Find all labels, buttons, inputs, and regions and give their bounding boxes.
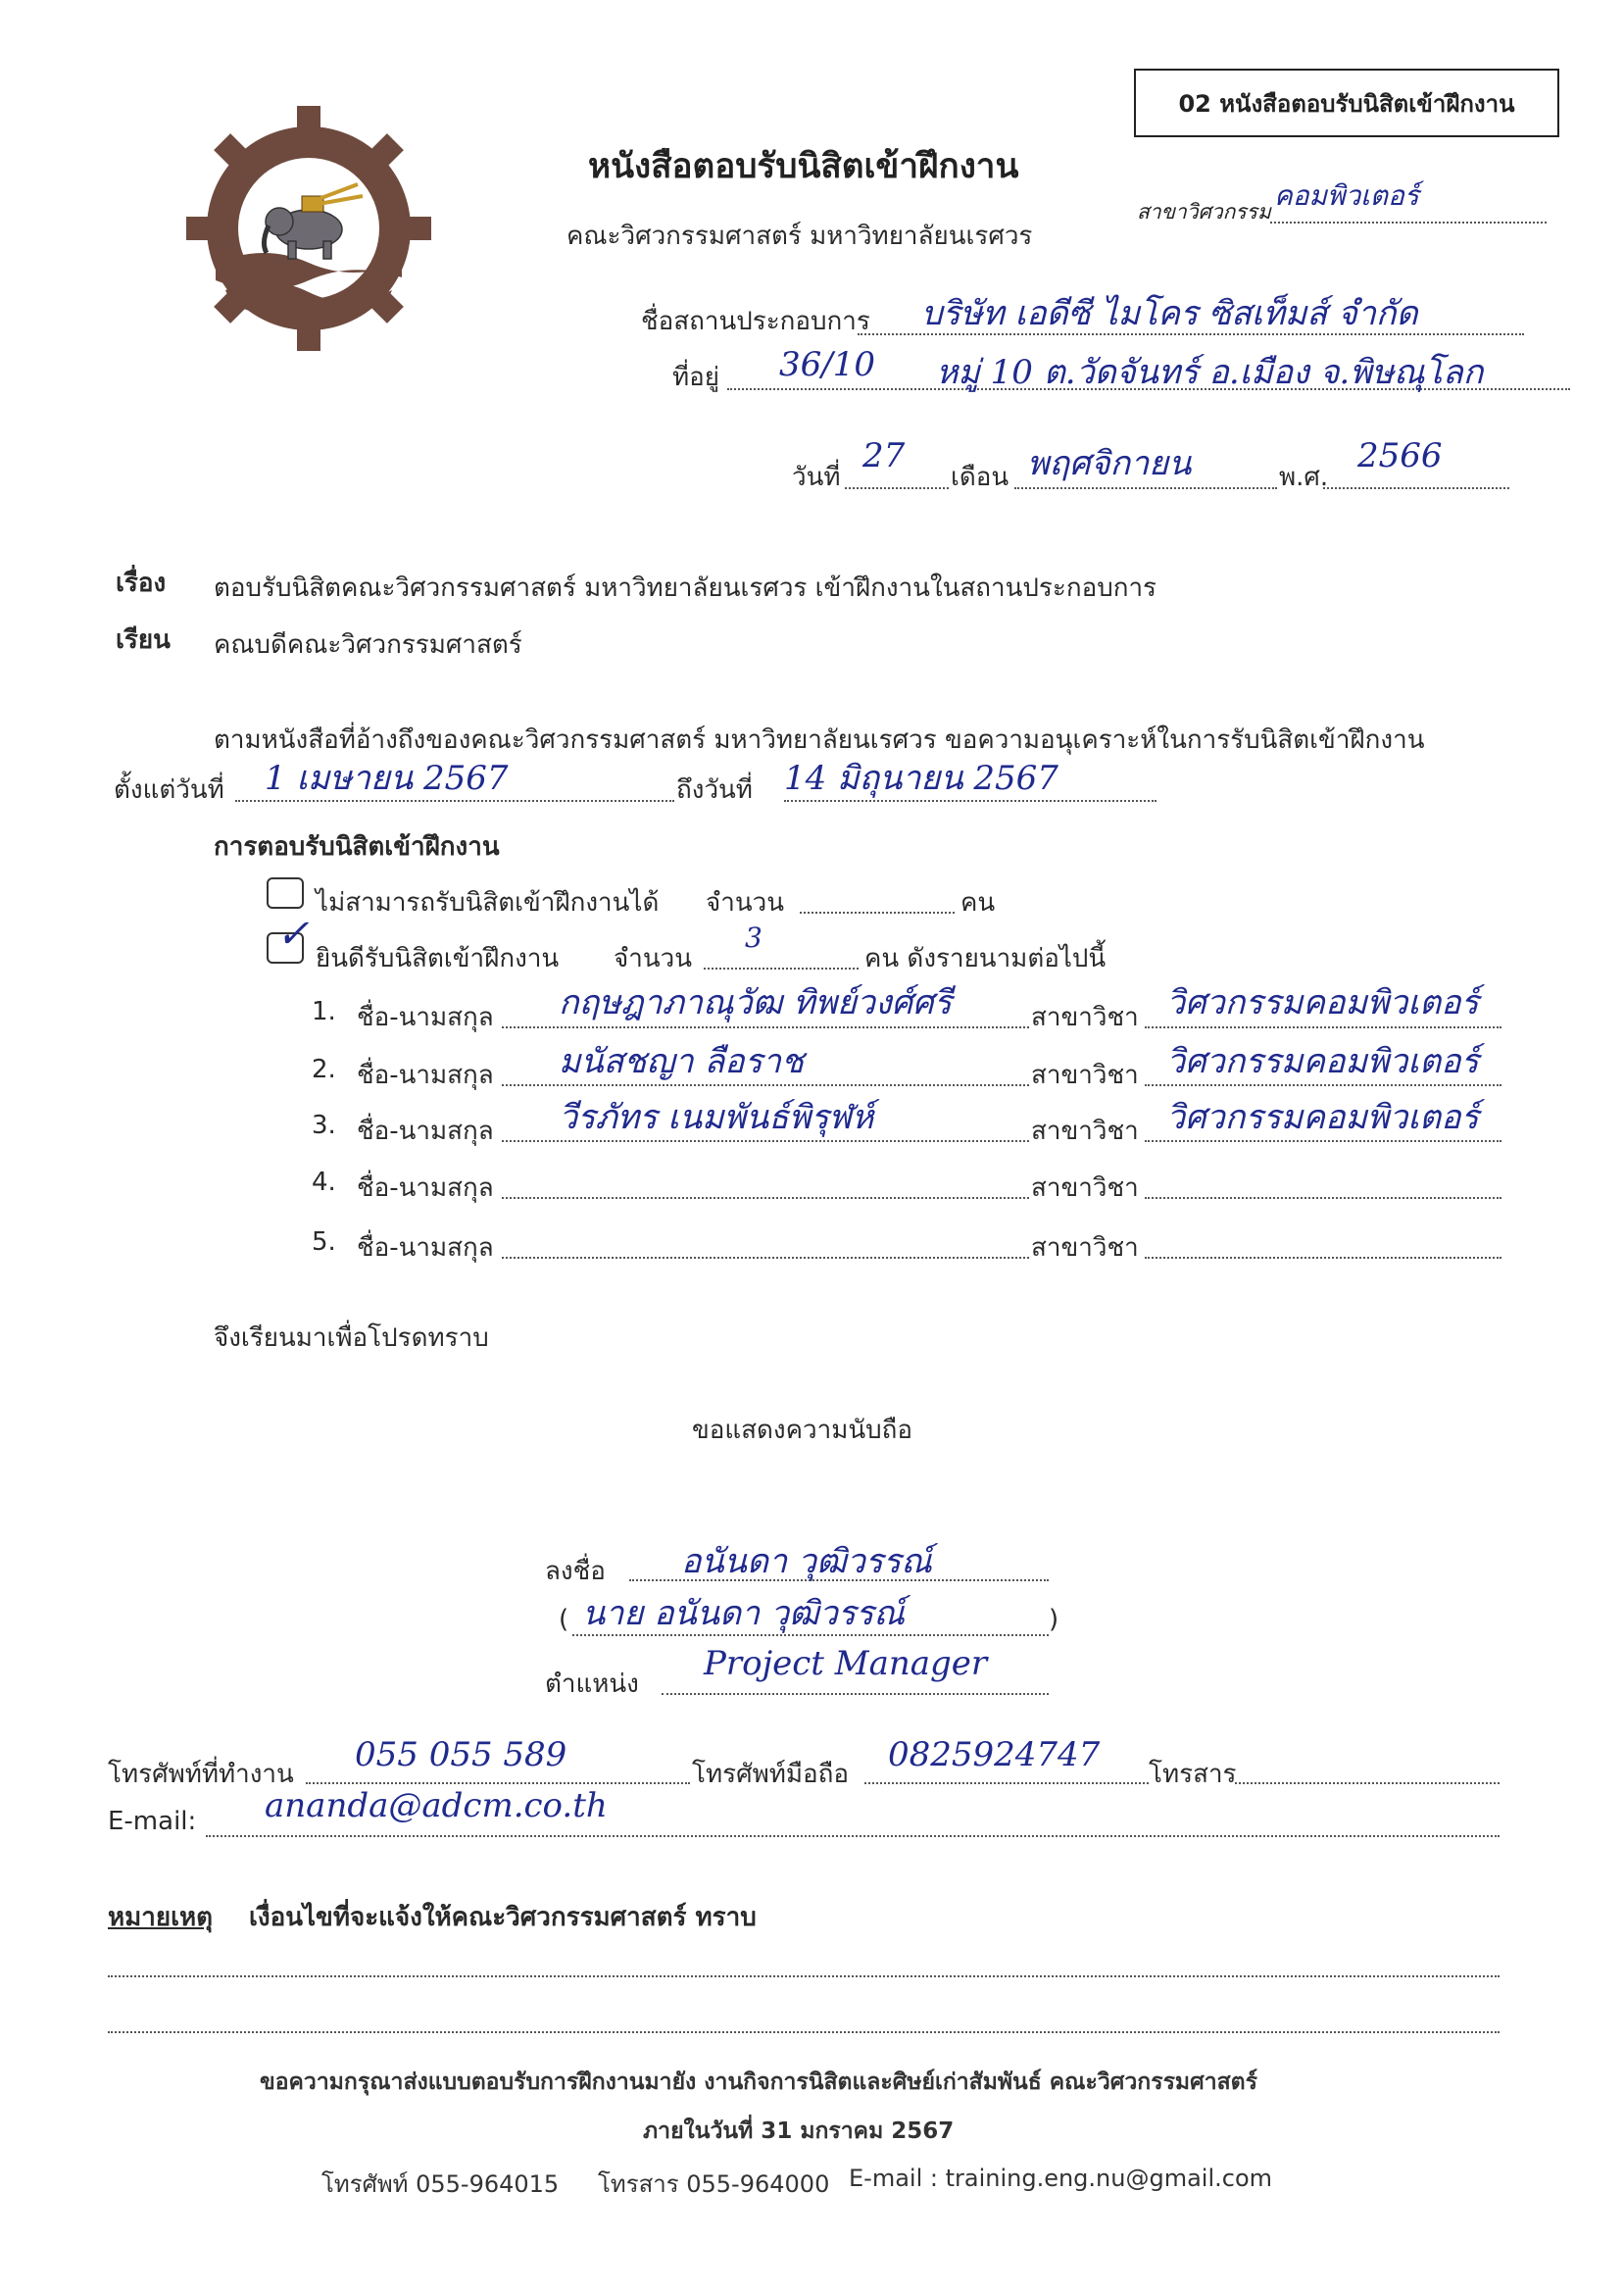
mobile: 0825924747 <box>888 1735 1101 1774</box>
email-value: ananda@adcm.co.th <box>265 1786 608 1825</box>
position-value: Project Manager <box>704 1644 988 1683</box>
option-accept-unit: คน ดังรายนามต่อไปนี้ <box>864 944 1107 973</box>
student-name: วีรภัทร เนมพันธ์พิรุฬห์ <box>559 1098 874 1137</box>
student-num: 5. <box>312 1227 336 1257</box>
from-date-value: 1 เมษายน 2567 <box>265 759 509 798</box>
body-intro: ตามหนังสือที่อ้างถึงของคณะวิศวกรรมศาสตร์ มหาวิทยาลัยนเรศวร ขอความอนุเคราะห์ในการรับนิสิตเข้าฝึกงาน <box>214 725 1425 755</box>
address-rest: หมู่ 10 ต.วัดจันทร์ อ.เมือง จ.พิษณุโลก <box>936 353 1484 392</box>
paren-open: ( <box>559 1605 569 1634</box>
student-num: 1. <box>312 997 336 1026</box>
footer-line-2: ภายในวันที่ 31 มกราคม 2567 <box>643 2118 955 2144</box>
office-phone: 055 055 589 <box>355 1735 567 1774</box>
office-phone-label: โทรศัพท์ที่ทำงาน <box>108 1760 294 1789</box>
footer-line-1: ขอความกรุณาส่งแบบตอบรับการฝึกงานมายัง งานกิจการนิสิตและศิษย์เก่าสัมพันธ์ คณะวิศวกรรมศาสตร์ <box>260 2069 1257 2095</box>
address-number: 36/10 <box>779 345 875 384</box>
option-accept-count-label: จำนวน <box>614 944 692 973</box>
student-name-label: ชื่อ-นามสกุล <box>357 1117 494 1146</box>
student-name-label: ชื่อ-นามสกุล <box>357 1003 494 1032</box>
acceptance-heading: การตอบรับนิสิตเข้าฝึกงาน <box>214 832 500 862</box>
student-major-line <box>1145 1197 1501 1199</box>
student-name-label: ชื่อ-นามสกุล <box>357 1233 494 1263</box>
student-major: วิศวกรรมคอมพิวเตอร์ <box>1166 983 1479 1022</box>
mobile-line <box>864 1782 1149 1784</box>
establishment-label: ชื่อสถานประกอบการ <box>641 307 870 336</box>
page-subtitle: คณะวิศวกรรมศาสตร์ มหาวิทยาลัยนเรศวร <box>566 222 1033 251</box>
remark-line-1 <box>108 1975 1500 1977</box>
fax-line <box>1235 1782 1500 1784</box>
dept-line <box>1270 222 1547 224</box>
student-major-label: สาขาวิชา <box>1031 1061 1139 1090</box>
option-accept-count-line <box>704 968 859 970</box>
to-date-value: 14 มิถุนายน 2567 <box>784 759 1058 798</box>
footer-fax: โทรสาร 055-964000 <box>598 2170 830 2198</box>
date-day: 27 <box>862 436 906 475</box>
option-decline-label: ไม่สามารถรับนิสิตเข้าฝึกงานได้ <box>316 888 660 918</box>
date-month: พฤศจิกายน <box>1027 444 1192 483</box>
remark-line-2 <box>108 2031 1500 2033</box>
mobile-label: โทรศัพท์มือถือ <box>692 1760 849 1789</box>
subject-text: ตอบรับนิสิตคณะวิศวกรรมศาสตร์ มหาวิทยาลัยนเรศวร เข้าฝึกงานในสถานประกอบการ <box>214 573 1157 603</box>
student-major-line <box>1145 1257 1501 1259</box>
signature: อนันดา วุฒิวรรณ์ <box>681 1542 932 1581</box>
form-code-box <box>1134 69 1559 137</box>
from-date-label: ตั้งแต่วันที่ <box>114 775 224 805</box>
student-num: 2. <box>312 1055 336 1084</box>
student-name-line <box>502 1197 1029 1199</box>
subject-label: เรื่อง <box>116 569 167 598</box>
option-accept-checkmark: ✓ <box>276 912 310 957</box>
date-year-line <box>1323 487 1509 489</box>
to-text: คณบดีคณะวิศวกรรมศาสตร์ <box>214 630 522 660</box>
option-accept-label: ยินดีรับนิสิตเข้าฝึกงาน <box>316 944 560 973</box>
office-phone-line <box>306 1782 690 1784</box>
remark-label: หมายเหตุ <box>108 1903 214 1932</box>
date-year: 2566 <box>1357 436 1443 475</box>
option-decline-count-label: จำนวน <box>706 888 784 918</box>
closing-inform: จึงเรียนมาเพื่อโปรดทราบ <box>214 1323 489 1353</box>
student-name-label: ชื่อ-นามสกุล <box>357 1061 494 1090</box>
printed-name: นาย อนันดา วุฒิวรรณ์ <box>582 1594 905 1633</box>
position-line <box>662 1693 1049 1695</box>
student-name: มนัสชญา ลือราช <box>559 1042 805 1081</box>
footer-email: E-mail : training.eng.nu@gmail.com <box>849 2165 1272 2192</box>
footer-phone: โทรศัพท์ 055-964015 <box>321 2170 560 2198</box>
student-major: วิศวกรรมคอมพิวเตอร์ <box>1166 1042 1479 1081</box>
student-major-label: สาขาวิชา <box>1031 1003 1139 1032</box>
option-decline-count-line <box>800 912 955 914</box>
position-label: ตำแหน่ง <box>545 1669 639 1699</box>
dept-value: คอมพิวเตอร์ <box>1274 179 1419 212</box>
option-decline-unit: คน <box>960 888 996 918</box>
address-label: ที่อยู่ <box>672 363 719 392</box>
to-label: เรียน <box>116 625 171 655</box>
to-date-label: ถึงวันที่ <box>676 775 753 805</box>
date-year-label: พ.ศ. <box>1279 463 1329 492</box>
establishment-value: บริษัท เอดีซี ไมโคร ซิสเท็มส์ จำกัด <box>921 294 1418 333</box>
student-name: กฤษฎาภาณุวัฒ ทิพย์วงศ์ศรี <box>559 983 953 1022</box>
student-name-label: ชื่อ-นามสกุล <box>357 1173 494 1203</box>
email-line <box>206 1835 1500 1837</box>
faculty-logo <box>186 106 431 351</box>
student-major-label: สาขาวิชา <box>1031 1117 1139 1146</box>
student-major-label: สาขาวิชา <box>1031 1173 1139 1203</box>
sign-label: ลงชื่อ <box>545 1557 606 1586</box>
fax-label: โทรสาร <box>1149 1760 1237 1789</box>
remark-text: เงื่อนไขที่จะแจ้งให้คณะวิศวกรรมศาสตร์ ทราบ <box>249 1903 757 1932</box>
date-day-label: วันที่ <box>792 463 841 492</box>
date-month-label: เดือน <box>951 463 1009 492</box>
option-decline-checkbox[interactable] <box>267 877 304 909</box>
student-num: 4. <box>312 1168 336 1197</box>
student-num: 3. <box>312 1111 336 1140</box>
date-day-line <box>845 487 949 489</box>
email-label: E-mail: <box>108 1807 197 1836</box>
dept-label: สาขาวิศวกรรม <box>1137 200 1271 224</box>
option-accept-count: 3 <box>745 922 763 954</box>
closing-regards: ขอแสดงความนับถือ <box>692 1416 912 1445</box>
page-title: หนังสือตอบรับนิสิตเข้าฝึกงาน <box>588 147 1019 186</box>
paren-close: ) <box>1049 1605 1059 1634</box>
student-major: วิศวกรรมคอมพิวเตอร์ <box>1166 1098 1479 1137</box>
form-code: 02 หนังสือตอบรับนิสิตเข้าฝึกงาน <box>1178 89 1515 118</box>
student-major-label: สาขาวิชา <box>1031 1233 1139 1263</box>
student-name-line <box>502 1257 1029 1259</box>
